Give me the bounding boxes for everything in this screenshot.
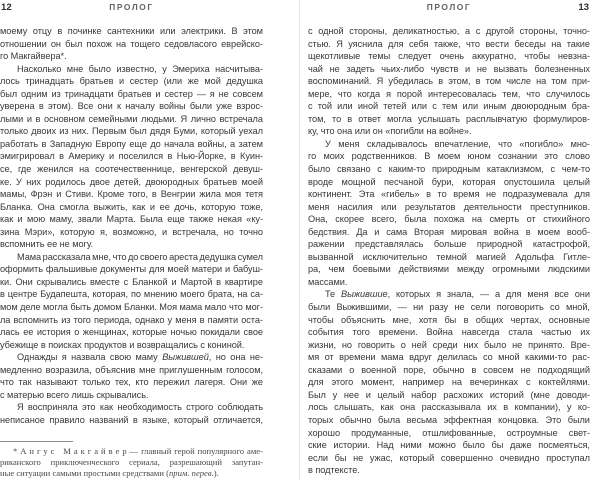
text-line: * А н г у с М а к г а й в е р — главный герой популярного аме-: [13, 446, 263, 456]
page-number-right: 13: [578, 2, 589, 13]
text-line: хорошо продуманные, отшлифованные, остроумные свет-: [308, 427, 590, 438]
text-line: Она, скорее всего, была похожа на смерть от стихийного: [308, 214, 590, 225]
page-body-left: [0, 25, 263, 427]
text-line: сказами о военной поре, обычно в совсем не подходящий: [308, 364, 590, 375]
text-line: ские истории. Над ними можно было бы даже посмеяться,: [308, 440, 590, 451]
text-line: мя от времени мама вдруг делилась со мной какими-то рас-: [308, 352, 590, 363]
text-line: Мама рассказала мне, что до своего ареста дедушка сумел: [17, 251, 263, 262]
text-line: моему отцу в починке сантехники или электрики. В этом: [0, 26, 263, 36]
text-line: эмигрировал в Америку и поселился в Нью-Йорке, в Куин-: [0, 151, 263, 162]
text-line: неписаное правило названий в языке, который отличается,: [0, 414, 263, 425]
text-line: меня насилия или результатов деятельности преступников.: [308, 201, 590, 212]
page-number-left: 12: [1, 2, 12, 13]
text-line: мом деле могла быть домом Бланки. Моя мама мало что мог-: [0, 302, 263, 313]
text-line: отношении он был похож на тощего седовласого еврейско-: [0, 38, 263, 49]
text-line: континент. Эта «гибель» в то время не подразумевала для: [308, 189, 590, 200]
text-line: события того времени. Война навсегда стала частью их: [308, 327, 590, 338]
text-line: ражении представлялась больше природной катастрофой,: [308, 239, 590, 250]
text-line: были Выжившими, — ни разу не сели поговорить со мной,: [308, 302, 590, 313]
text-line: лось слышать, как она рассказывала их в компании), у ко-: [308, 402, 590, 413]
text-line: был одним из тринадцати братьев и сестер — я не совсем: [0, 88, 263, 99]
text-line: с одной стороны, деликатностью, а с другой стороны, точно-: [308, 26, 590, 36]
text-line: го Макгайвера*.: [0, 51, 67, 62]
text-line: ра, чем боевыми действиями между огромными людскими: [308, 264, 590, 275]
text-line: если бы не ужас, который совершенно очевидно проступал: [308, 452, 590, 463]
text-line: Однажды я назвала свою маму Выжившей, но она не-: [17, 352, 263, 363]
text-line: с матерью всего лишь скрывались.: [0, 389, 149, 400]
text-line: массами.: [308, 276, 348, 287]
text-line: торых обычно была весьма эффектная концовка. Это были: [308, 414, 590, 425]
footnote: [0, 441, 263, 479]
text-line: медленно возразила, объяснив мне приглушенным голосом,: [0, 364, 263, 375]
page-gutter-divider: [299, 0, 300, 480]
page-right: [308, 0, 590, 480]
page-left: [0, 0, 263, 480]
text-line: что так называют только тех, кто пережил лагеря. Они же: [0, 377, 263, 388]
text-line: ке. У них родилось двое детей, двоюродных братьев моей: [0, 176, 263, 187]
text-line: как и мою маму, звали Марта. Была еще также некая «ку-: [0, 214, 263, 225]
text-line: чай не задеть чьих-либо чувств и не вызвать болезненных: [308, 63, 590, 74]
text-line: Те Выжившие, которых я знала, — а для меня все они: [325, 289, 590, 300]
text-line: риканского приключенческого сериала, разрешающий запутан-: [0, 457, 263, 467]
text-line: жизни, но говорить о ней среди них было не принято. Вре-: [308, 339, 590, 350]
text-line: Насколько мне было известно, у Эмериха насчитыва-: [17, 63, 263, 74]
text-line: убежище в поисках продуктов и возвращались с кониной.: [0, 339, 245, 350]
running-header-left: ПРОЛОГ: [109, 2, 154, 12]
text-line: чтобы объяснить мне, хотя бы в общих чертах, основные: [308, 314, 590, 325]
text-line: Был у нее и целый набор расхожих историй (мне доводи-: [308, 389, 590, 400]
text-line: том, то в ответ могла услышать расплывчатую формулиров-: [308, 113, 590, 124]
text-line: бедствия. Да и сама Вторая мировая война в моем вооб-: [308, 226, 590, 237]
text-line: для этого момент, например на вечеринках с коктейлями.: [308, 377, 590, 388]
text-line: с той или иной тетей или с тем или иным двоюродным бра-: [308, 101, 590, 112]
text-line: воспоминаний. Я убедилась в этом, в том числе на том при-: [308, 76, 590, 87]
text-line: ные ситуации самыми простыми средствами (прим. перев.).: [0, 468, 219, 478]
text-line: лось тринадцать братьев и сестер (или же мой дедушка: [0, 76, 263, 87]
text-line: У меня складывалось впечатление, что «погибло» мно-: [325, 138, 590, 149]
text-line: вспомнить ее не могу.: [0, 239, 93, 250]
text-line: ки. Они скрывались вместе с Бланкой и Мартой в квартире: [0, 276, 263, 287]
text-line: вроде мощной песчаной бури, которая опустошила целый: [308, 176, 590, 187]
text-line: только двоих из них. Первым был дядя Буми, который уехал: [0, 126, 263, 137]
running-header-right: ПРОЛОГ: [426, 2, 472, 12]
text-line: в подтексте.: [308, 465, 360, 476]
footnote-text: [0, 446, 263, 479]
text-line: Бланка. Она смогла выжить, как и ее дочь, которую тоже,: [0, 201, 263, 212]
text-line: вызванной исключительно темной магией Адольфа Гитле-: [308, 251, 590, 262]
text-line: се, где женился на соотечественнице, венгерской девуш-: [0, 164, 263, 175]
text-line: го моих родственников. В моем юном сознании это слово: [308, 151, 590, 162]
text-line: в центре Будапешта, которая, по мнению моего брата, на са-: [0, 289, 263, 300]
text-line: мамы, Фрэн и Стиви. Кроме того, в Венгрии жила моя тетя: [0, 189, 263, 200]
text-line: зина Мэри», которую я, возможно, и встречала, но точно: [0, 226, 263, 237]
text-line: оформить фальшивые документы для моей матери и бабуш-: [0, 264, 263, 275]
text-line: щекотливые темы следует очень аккуратно, чтобы невзна-: [308, 51, 590, 62]
text-line: ку, что она или он «погибли на войне».: [308, 126, 472, 137]
text-line: работать в Западную Европу еще до начала войны, а затем: [0, 138, 263, 149]
text-line: стью. Я уяснила для себя также, что вести беседы на такие: [308, 38, 590, 49]
page-body-right: [308, 25, 590, 477]
text-line: мере, что когда я порой интересовалась тем, что случилось: [308, 88, 590, 99]
text-line: ла вспомнить из того периода, однако у меня в памяти оста-: [0, 314, 263, 325]
text-line: лась ее история о женщинах, которые ночью покидали свое: [0, 327, 263, 338]
text-line: было связано с каким-то природным катаклизмом, с чем-то: [308, 164, 590, 175]
text-line: уверена в этом). Все они к началу войны были уже взрос-: [0, 101, 263, 112]
footnote-divider: [0, 441, 73, 442]
text-line: лыми и в основном семейными людьми. Я лично встречала: [0, 113, 263, 124]
text-line: Я восприняла это как необходимость строго соблюдать: [17, 402, 263, 413]
